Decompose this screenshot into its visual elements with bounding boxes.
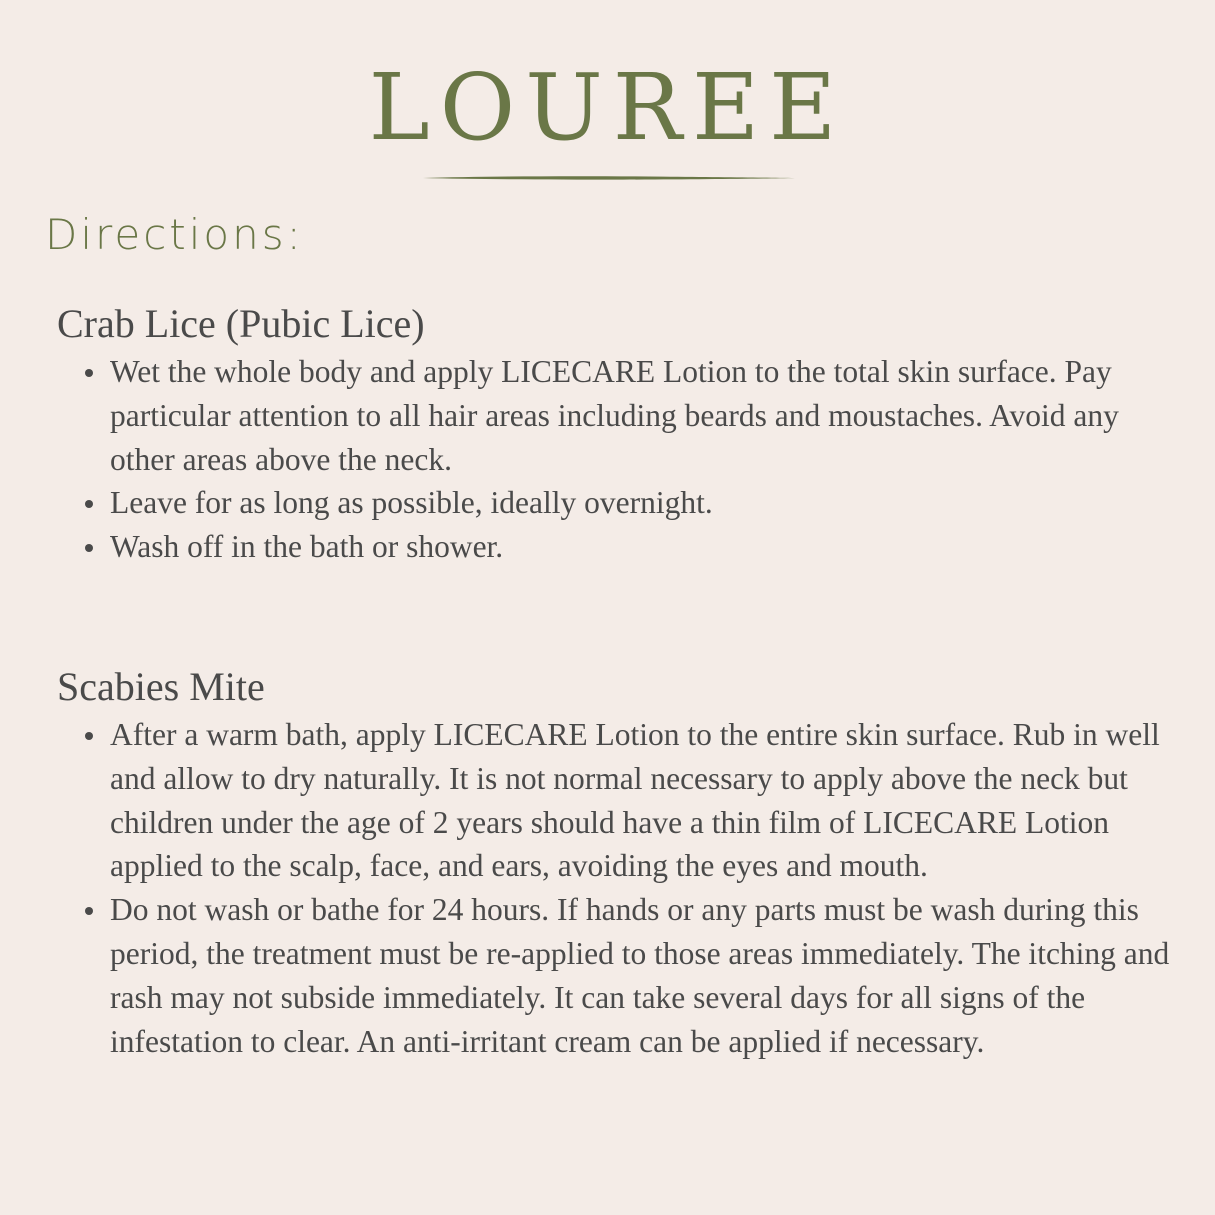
section-title-scabies-mite: Scabies Mite (57, 664, 265, 709)
brand-underline-stroke (423, 175, 795, 181)
list-item-text: Leave for as long as possible, ideally overnight. (110, 485, 713, 521)
list-item-text: Wet the whole body and apply LICECARE Lotion to the total skin surface. Pay particular attention to all hair areas including beards and moustaches. Avoid any other areas above the neck. (110, 354, 1119, 477)
list-item (82, 481, 1182, 525)
list-item-text: Do not wash or bathe for 24 hours. If hands or any parts must be wash during this period, the treatment must be re-applied to those areas immediately. The itching and rash may not subside immediately. It can take several days for all signs of the infestation to clear. An anti-irritant cream can be applied if necessary. (110, 892, 1170, 1059)
list-item (82, 888, 1182, 1063)
bullet-icon (85, 500, 93, 508)
list-item (82, 713, 1182, 888)
bullet-icon (85, 732, 93, 740)
bullet-icon (85, 544, 93, 552)
brand-logo: LOUREE (368, 54, 847, 161)
scabies-mite-instructions (82, 713, 1182, 1063)
list-item-text: Wash off in the bath or shower. (110, 529, 504, 565)
list-item (82, 525, 1182, 569)
crab-lice-instructions (82, 350, 1182, 569)
directions-heading: Directions: (45, 210, 304, 259)
list-item-text: After a warm bath, apply LICECARE Lotion to the entire skin surface. Rub in well and allow to dry naturally. It is not normal necessary to apply above the neck but children under the age of 2 years should have a thin film of LICECARE Lotion applied to the scalp, face, and ears, avoiding the eyes and mouth. (110, 717, 1160, 884)
bullet-icon (85, 907, 93, 915)
bullet-icon (85, 369, 93, 377)
list-item (82, 350, 1182, 481)
section-title-crab-lice: Crab Lice (Pubic Lice) (57, 301, 425, 346)
